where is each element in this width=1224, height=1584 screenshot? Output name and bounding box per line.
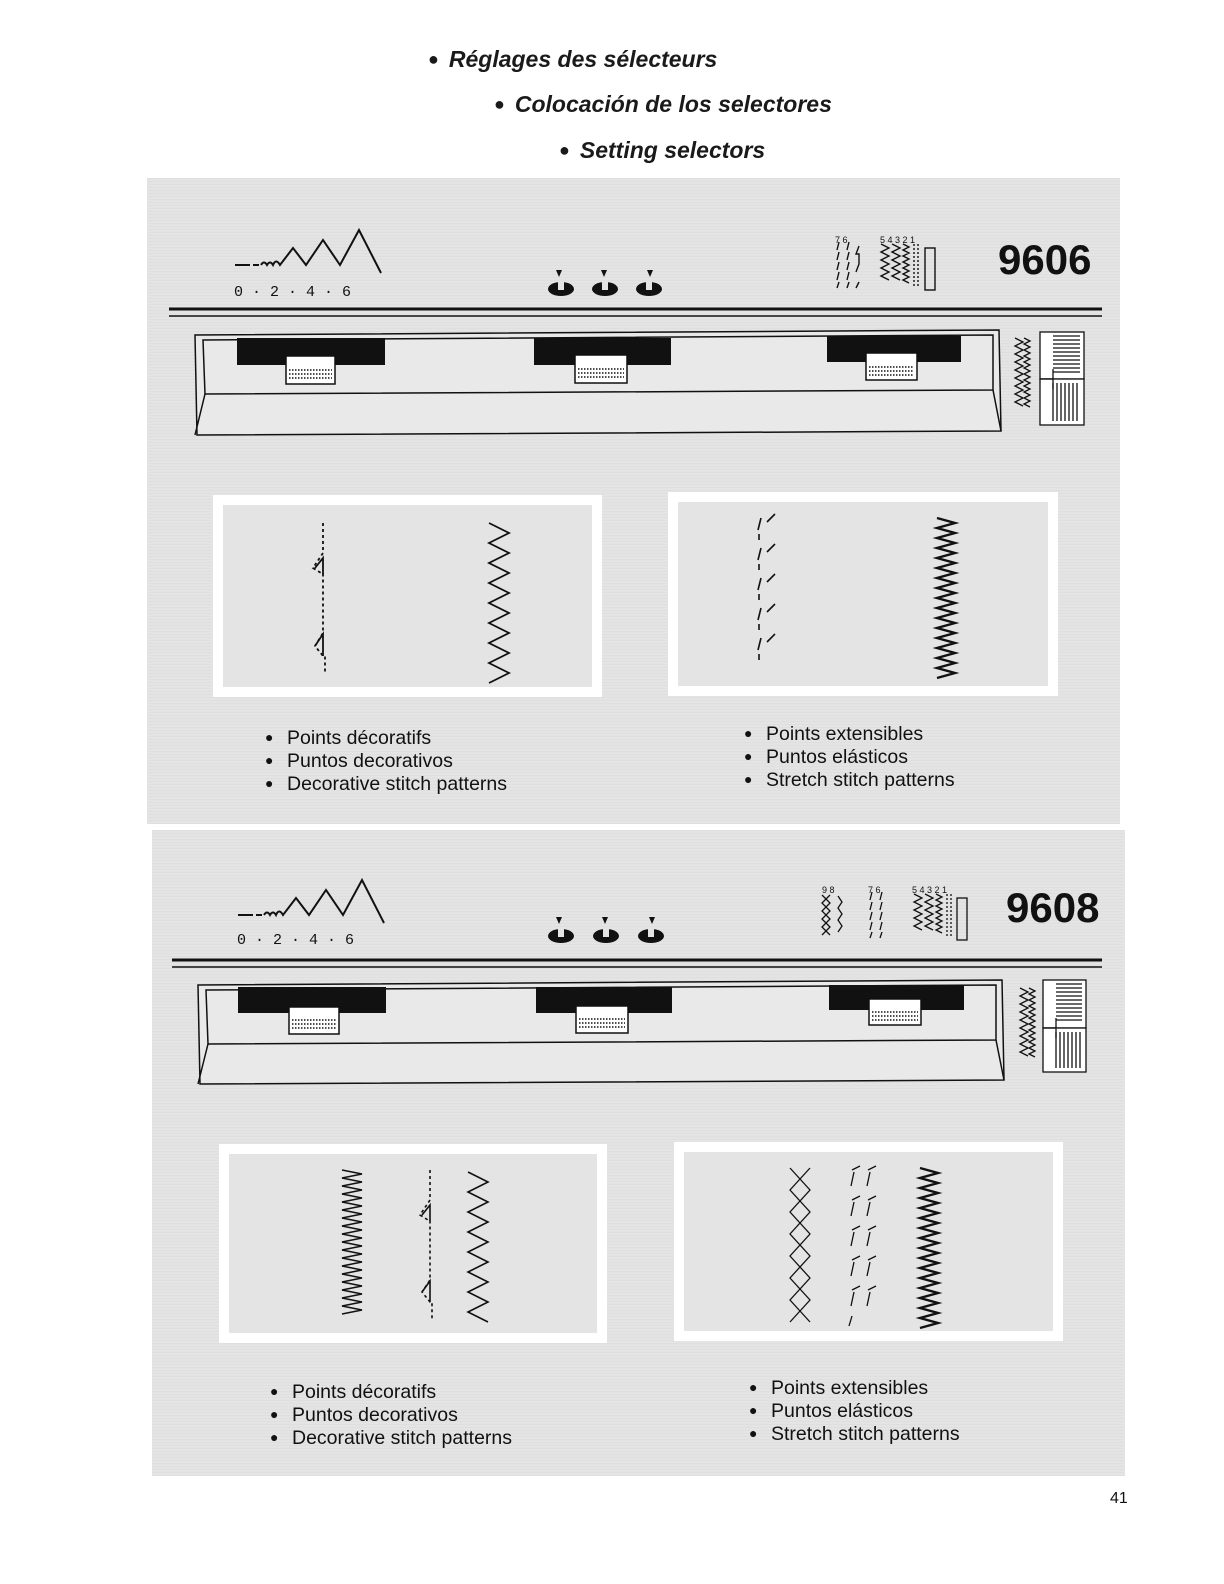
caption-stretch-9606 (744, 722, 955, 791)
caption-text: Points décoratifs (287, 727, 432, 749)
heading-english-text: Setting selectors (579, 137, 766, 163)
decorative-pattern-inner (229, 1154, 597, 1333)
caption-decorative-9606 (265, 726, 507, 795)
selector-knob-icons (548, 917, 664, 943)
caption-text: Points extensibles (771, 1377, 929, 1399)
caption-line (749, 1399, 960, 1422)
caption-line (749, 1422, 960, 1445)
page-number: 41 (1110, 1490, 1128, 1507)
bullet-icon: ● (744, 771, 753, 787)
decorative-pattern-inner (223, 505, 592, 687)
selector-stitch-icons (837, 242, 935, 290)
selector-numbers-middle: 7 6 (868, 885, 881, 895)
bullet-icon: ● (265, 752, 274, 768)
bullet-icon: ● (270, 1429, 279, 1445)
stitch-width-scale: 0 · 2 · 4 · 6 (237, 932, 355, 949)
caption-text: Puntos decorativos (287, 750, 453, 772)
caption-line (270, 1380, 512, 1403)
bullet-icon: ● (749, 1425, 758, 1441)
caption-text: Points décoratifs (292, 1381, 437, 1403)
caption-stretch-9608 (749, 1376, 960, 1445)
heading-french-text: Réglages des sélecteurs (448, 46, 718, 72)
model-number-9606: 9606 (998, 236, 1092, 283)
caption-line (749, 1376, 960, 1399)
caption-decorative-9608 (270, 1380, 512, 1449)
stitch-width-wave-icon (238, 880, 384, 923)
panel-9608 (152, 830, 1125, 1476)
caption-text: Puntos elásticos (766, 746, 908, 768)
bullet-icon: ● (270, 1383, 279, 1399)
heading-spanish (494, 91, 832, 118)
side-pattern-icon (1020, 980, 1086, 1072)
side-pattern-icon (1015, 332, 1084, 425)
bullet-icon: ● (749, 1379, 758, 1395)
bullet-icon: ● (559, 140, 570, 160)
caption-text: Decorative stitch patterns (287, 773, 508, 795)
selector-numbers-right: 5 4 3 2 1 (880, 235, 916, 245)
caption-text: Stretch stitch patterns (771, 1423, 960, 1445)
selector-numbers-left: 7 6 (835, 235, 848, 245)
bullet-icon: ● (744, 725, 753, 741)
stitch-width-scale: 0 · 2 · 4 · 6 (234, 284, 352, 301)
heading-english (559, 137, 765, 164)
bullet-icon: ● (265, 775, 274, 791)
stretch-pattern-inner (678, 502, 1048, 686)
bullet-icon: ● (270, 1406, 279, 1422)
caption-line (744, 745, 955, 768)
caption-line (270, 1426, 512, 1449)
caption-text: Decorative stitch patterns (292, 1427, 513, 1449)
caption-line (265, 726, 507, 749)
caption-line (270, 1403, 512, 1426)
stitch-width-wave-icon (235, 230, 381, 273)
caption-text: Stretch stitch patterns (766, 769, 955, 791)
caption-line (744, 722, 955, 745)
heading-french (428, 46, 717, 73)
selector-knob-icons (548, 270, 662, 296)
caption-line (265, 772, 507, 795)
selector-stitch-icons (822, 892, 967, 940)
bullet-icon: ● (428, 49, 439, 69)
selector-numbers-right: 5 4 3 2 1 (912, 885, 948, 895)
bullet-icon: ● (749, 1402, 758, 1418)
caption-text: Points extensibles (766, 723, 924, 745)
bullet-icon: ● (744, 748, 753, 764)
caption-line (744, 768, 955, 791)
model-number-9608: 9608 (1006, 884, 1100, 931)
bullet-icon: ● (265, 729, 274, 745)
panel-9606 (147, 178, 1120, 824)
heading-spanish-text: Colocación de los selectores (514, 91, 832, 117)
caption-line (265, 749, 507, 772)
selector-numbers-left: 9 8 (822, 885, 835, 895)
caption-text: Puntos elásticos (771, 1400, 913, 1422)
caption-text: Puntos decorativos (292, 1404, 458, 1426)
bullet-icon: ● (494, 94, 505, 114)
